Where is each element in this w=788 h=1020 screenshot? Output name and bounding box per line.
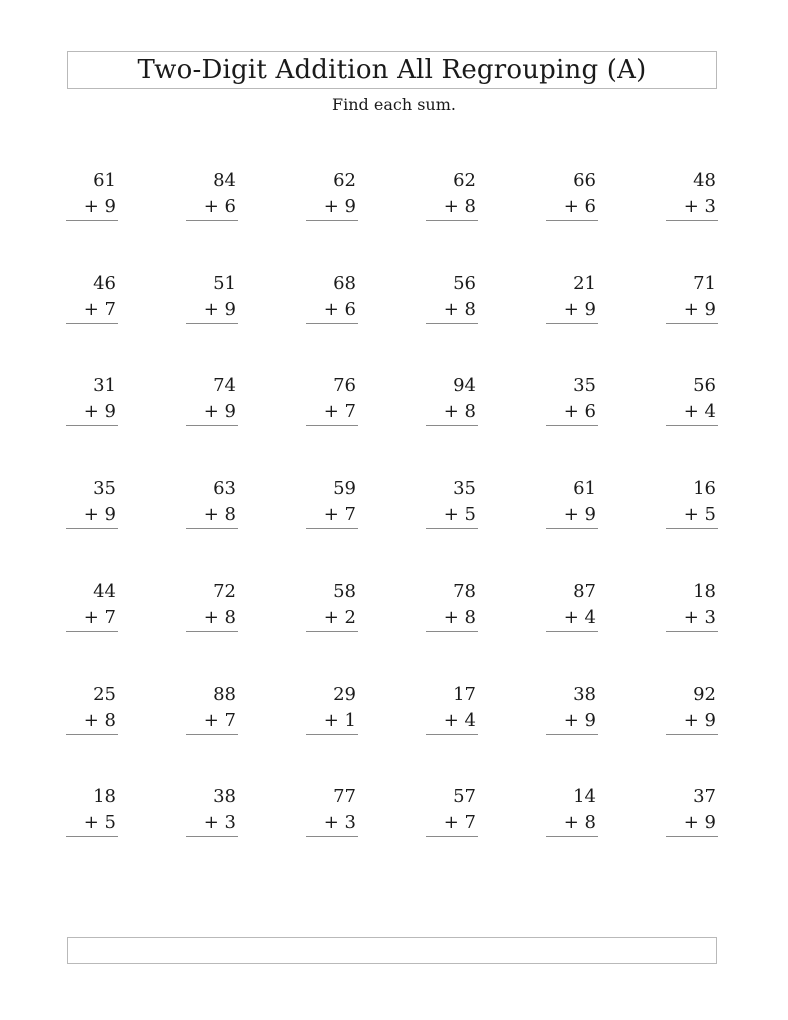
answer-line — [186, 836, 238, 837]
answer-line — [306, 425, 358, 426]
problem-7-2 — [186, 786, 238, 836]
addend-top: 87 — [573, 581, 596, 602]
problem-4-1 — [66, 478, 118, 528]
answer-line — [666, 734, 718, 735]
problem-1-3 — [306, 170, 358, 220]
addend-bottom: + 5 — [683, 504, 716, 525]
answer-line — [306, 836, 358, 837]
instructions: Find each sum. — [332, 95, 456, 114]
addend-bottom: + 8 — [443, 607, 476, 628]
problem-5-4 — [426, 581, 478, 631]
addend-top: 62 — [453, 170, 476, 191]
addend-top: 29 — [333, 684, 356, 705]
addend-bottom: + 4 — [443, 710, 476, 731]
problem-3-5 — [546, 375, 598, 425]
problem-7-1 — [66, 786, 118, 836]
problem-6-2 — [186, 684, 238, 734]
addend-bottom: + 9 — [203, 401, 236, 422]
page-title: Two-Digit Addition All Regrouping (A) — [137, 55, 647, 85]
addend-top: 44 — [93, 581, 116, 602]
addend-bottom: + 3 — [683, 196, 716, 217]
footer-box — [67, 937, 717, 964]
addend-bottom: + 9 — [683, 299, 716, 320]
addend-bottom: + 7 — [203, 710, 236, 731]
addend-top: 18 — [93, 786, 116, 807]
addend-top: 48 — [693, 170, 716, 191]
answer-line — [666, 836, 718, 837]
addend-bottom: + 8 — [83, 710, 116, 731]
problem-7-4 — [426, 786, 478, 836]
addend-bottom: + 8 — [443, 299, 476, 320]
addend-top: 92 — [693, 684, 716, 705]
problem-4-2 — [186, 478, 238, 528]
addend-top: 21 — [573, 273, 596, 294]
answer-line — [426, 734, 478, 735]
answer-line — [306, 220, 358, 221]
answer-line — [546, 220, 598, 221]
addend-top: 88 — [213, 684, 236, 705]
answer-line — [66, 631, 118, 632]
problem-2-4 — [426, 273, 478, 323]
addend-bottom: + 9 — [683, 812, 716, 833]
problem-6-3 — [306, 684, 358, 734]
addend-top: 62 — [333, 170, 356, 191]
addend-bottom: + 7 — [83, 607, 116, 628]
answer-line — [306, 631, 358, 632]
addend-top: 78 — [453, 581, 476, 602]
answer-line — [66, 220, 118, 221]
problem-6-1 — [66, 684, 118, 734]
problem-2-3 — [306, 273, 358, 323]
addend-bottom: + 7 — [323, 401, 356, 422]
addend-bottom: + 4 — [563, 607, 596, 628]
addend-top: 14 — [573, 786, 596, 807]
addend-bottom: + 8 — [443, 196, 476, 217]
addend-bottom: + 9 — [83, 196, 116, 217]
addend-bottom: + 9 — [683, 710, 716, 731]
answer-line — [426, 220, 478, 221]
addend-top: 68 — [333, 273, 356, 294]
answer-line — [66, 323, 118, 324]
answer-line — [186, 528, 238, 529]
addend-bottom: + 8 — [203, 504, 236, 525]
addend-bottom: + 6 — [203, 196, 236, 217]
addend-top: 51 — [213, 273, 236, 294]
answer-line — [546, 323, 598, 324]
addend-top: 35 — [573, 375, 596, 396]
problem-2-1 — [66, 273, 118, 323]
addend-bottom: + 8 — [203, 607, 236, 628]
answer-line — [306, 323, 358, 324]
answer-line — [66, 836, 118, 837]
answer-line — [666, 528, 718, 529]
addend-bottom: + 4 — [683, 401, 716, 422]
addend-top: 56 — [453, 273, 476, 294]
addend-top: 25 — [93, 684, 116, 705]
problem-1-4 — [426, 170, 478, 220]
problem-6-4 — [426, 684, 478, 734]
addend-bottom: + 6 — [563, 196, 596, 217]
addend-top: 72 — [213, 581, 236, 602]
answer-line — [666, 323, 718, 324]
addend-top: 18 — [693, 581, 716, 602]
addend-bottom: + 9 — [323, 196, 356, 217]
addend-top: 17 — [453, 684, 476, 705]
addend-bottom: + 9 — [203, 299, 236, 320]
answer-line — [426, 836, 478, 837]
addend-top: 35 — [453, 478, 476, 499]
answer-line — [306, 734, 358, 735]
addend-bottom: + 3 — [323, 812, 356, 833]
addend-top: 31 — [93, 375, 116, 396]
addend-bottom: + 9 — [563, 504, 596, 525]
answer-line — [666, 220, 718, 221]
problem-7-3 — [306, 786, 358, 836]
addend-bottom: + 8 — [443, 401, 476, 422]
problem-1-2 — [186, 170, 238, 220]
answer-line — [186, 323, 238, 324]
addend-bottom: + 2 — [323, 607, 356, 628]
problem-5-6 — [666, 581, 718, 631]
answer-line — [546, 425, 598, 426]
addend-top: 61 — [93, 170, 116, 191]
addend-top: 38 — [213, 786, 236, 807]
addend-top: 16 — [693, 478, 716, 499]
problem-3-4 — [426, 375, 478, 425]
answer-line — [426, 323, 478, 324]
addend-top: 46 — [93, 273, 116, 294]
addend-top: 59 — [333, 478, 356, 499]
problem-4-4 — [426, 478, 478, 528]
addend-bottom: + 6 — [323, 299, 356, 320]
addend-bottom: + 9 — [563, 299, 596, 320]
answer-line — [186, 631, 238, 632]
answer-line — [186, 734, 238, 735]
addend-bottom: + 7 — [323, 504, 356, 525]
answer-line — [546, 631, 598, 632]
addend-top: 37 — [693, 786, 716, 807]
answer-line — [666, 425, 718, 426]
addend-bottom: + 7 — [443, 812, 476, 833]
problem-3-6 — [666, 375, 718, 425]
addend-top: 94 — [453, 375, 476, 396]
problem-6-5 — [546, 684, 598, 734]
addend-top: 38 — [573, 684, 596, 705]
addend-bottom: + 3 — [683, 607, 716, 628]
addend-bottom: + 8 — [563, 812, 596, 833]
addend-top: 63 — [213, 478, 236, 499]
problem-2-2 — [186, 273, 238, 323]
answer-line — [426, 425, 478, 426]
answer-line — [186, 220, 238, 221]
addend-bottom: + 3 — [203, 812, 236, 833]
problem-7-5 — [546, 786, 598, 836]
addend-top: 71 — [693, 273, 716, 294]
answer-line — [186, 425, 238, 426]
answer-line — [426, 528, 478, 529]
problem-3-2 — [186, 375, 238, 425]
addend-top: 35 — [93, 478, 116, 499]
addend-bottom: + 6 — [563, 401, 596, 422]
answer-line — [306, 528, 358, 529]
problem-3-1 — [66, 375, 118, 425]
problem-4-5 — [546, 478, 598, 528]
addend-top: 66 — [573, 170, 596, 191]
answer-line — [546, 734, 598, 735]
problem-5-3 — [306, 581, 358, 631]
answer-line — [426, 631, 478, 632]
problem-5-5 — [546, 581, 598, 631]
answer-line — [66, 734, 118, 735]
addend-bottom: + 5 — [443, 504, 476, 525]
addend-bottom: + 5 — [83, 812, 116, 833]
answer-line — [66, 425, 118, 426]
addend-bottom: + 7 — [83, 299, 116, 320]
problem-1-6 — [666, 170, 718, 220]
problem-4-3 — [306, 478, 358, 528]
problem-5-2 — [186, 581, 238, 631]
problem-2-6 — [666, 273, 718, 323]
problem-5-1 — [66, 581, 118, 631]
problem-4-6 — [666, 478, 718, 528]
addend-bottom: + 1 — [323, 710, 356, 731]
answer-line — [546, 528, 598, 529]
addend-top: 57 — [453, 786, 476, 807]
addend-top: 56 — [693, 375, 716, 396]
problem-3-3 — [306, 375, 358, 425]
answer-line — [66, 528, 118, 529]
addend-top: 58 — [333, 581, 356, 602]
problem-1-1 — [66, 170, 118, 220]
addend-top: 84 — [213, 170, 236, 191]
problem-7-6 — [666, 786, 718, 836]
addend-bottom: + 9 — [563, 710, 596, 731]
addend-top: 74 — [213, 375, 236, 396]
addend-bottom: + 9 — [83, 401, 116, 422]
problem-1-5 — [546, 170, 598, 220]
problem-2-5 — [546, 273, 598, 323]
addend-bottom: + 9 — [83, 504, 116, 525]
answer-line — [666, 631, 718, 632]
addend-top: 61 — [573, 478, 596, 499]
addend-top: 77 — [333, 786, 356, 807]
addend-top: 76 — [333, 375, 356, 396]
problem-6-6 — [666, 684, 718, 734]
answer-line — [546, 836, 598, 837]
